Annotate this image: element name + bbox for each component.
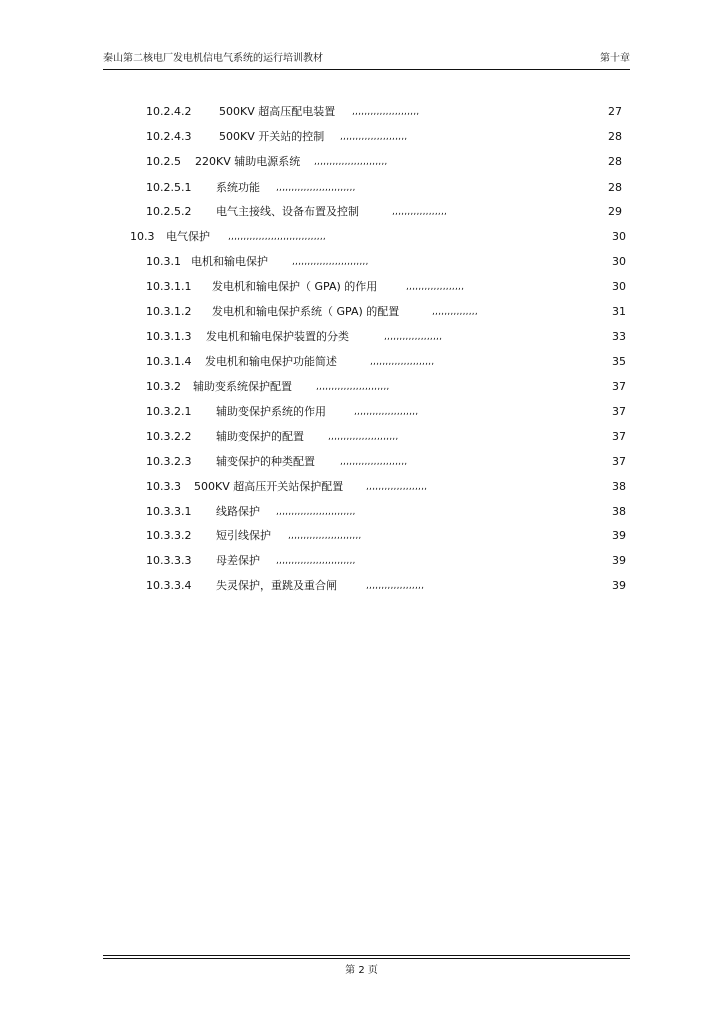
toc-entry-number: 10.3.3.4 [146, 579, 192, 592]
toc-entry[interactable] [0, 553, 723, 569]
toc-entry[interactable] [0, 429, 723, 445]
toc-entry[interactable] [0, 379, 723, 395]
page-header [103, 52, 630, 66]
toc-entry[interactable] [0, 254, 723, 270]
toc-entry-title: 发电机和输电保护系统（ GPA) 的配置 [212, 305, 400, 318]
toc-entry-leader: ,,,,,,,,,,,,,,,,,, [392, 207, 448, 217]
toc-entry-page: 38 [612, 480, 626, 493]
toc-entry[interactable] [0, 454, 723, 470]
page-number: 2 [358, 965, 365, 976]
page-footer [0, 964, 723, 978]
toc-entry-number: 10.3.1.1 [146, 280, 192, 293]
toc-entry-number: 10.2.5.2 [146, 205, 192, 218]
toc-entry-title: 发电机和输电保护装置的分类 [206, 330, 349, 343]
header-rule [103, 69, 630, 70]
toc-entry-title: 失灵保护，重跳及重合闸 [216, 579, 337, 592]
toc-entry-leader: ,,,,,,,,,,,,,,,,,,,,,,,,,, [276, 183, 356, 193]
toc-entry-number: 10.3 [130, 230, 155, 243]
toc-entry-page: 27 [608, 105, 622, 118]
page-number-prefix: 第 [345, 965, 356, 976]
toc-entry-leader: ,,,,,,,,,,,,,,,,,,,,,, [340, 457, 408, 467]
toc-entry-leader: ,,,,,,,,,,,,,,,,,,, [406, 282, 465, 292]
toc-entry-page: 39 [612, 554, 626, 567]
toc-entry[interactable] [0, 204, 723, 220]
toc-entry-title: 辅变保护的种类配置 [216, 455, 315, 468]
toc-entry-page: 35 [612, 355, 626, 368]
toc-entry-title: 500KV 超高压配电装置 [219, 105, 336, 118]
toc-entry-leader: ,,,,,,,,,,,,,,,,,,,,,, [352, 107, 420, 117]
toc-entry[interactable] [0, 479, 723, 495]
toc-entry-leader: ,,,,,,,,,,,,,,,,,,,,, [354, 407, 419, 417]
toc-entry-number: 10.3.3 [146, 480, 181, 493]
toc-entry[interactable] [0, 354, 723, 370]
toc-entry-page: 33 [612, 330, 626, 343]
footer-rule-top [103, 955, 630, 956]
toc-entry-leader: ,,,,,,,,,,,,,,,,,,,,,,,,,, [276, 507, 356, 517]
toc-entry-number: 10.3.1.3 [146, 330, 192, 343]
toc-entry-number: 10.3.2.3 [146, 455, 192, 468]
toc-entry-leader: ,,,,,,,,,,,,,,,,,,,,,,, [328, 432, 399, 442]
toc-entry-page: 38 [612, 505, 626, 518]
toc-entry-title: 500KV 超高压开关站保护配置 [194, 480, 344, 493]
toc-entry-leader: ,,,,,,,,,,,,,,,,,,,,,,,, [314, 157, 388, 167]
toc-entry-number: 10.3.2.1 [146, 405, 192, 418]
toc-entry[interactable] [0, 129, 723, 145]
toc-entry-leader: ,,,,,,,,,,,,,,,,,,,,,,,,, [292, 257, 369, 267]
toc-entry-number: 10.3.2 [146, 380, 181, 393]
toc-entry-title: 电气主接线、设备布置及控制 [216, 205, 359, 218]
toc-entry-number: 10.2.5.1 [146, 181, 192, 194]
toc-entry-title: 发电机和输电保护（ GPA) 的作用 [212, 280, 378, 293]
toc-entry[interactable] [0, 154, 723, 170]
toc-entry-title: 发电机和输电保护功能简述 [205, 355, 337, 368]
toc-entry[interactable] [0, 104, 723, 120]
toc-entry-number: 10.2.4.2 [146, 105, 192, 118]
toc-entry-leader: ,,,,,,,,,,,,,,, [432, 307, 478, 317]
chapter-label: 第十章 [600, 53, 630, 64]
page-number-suffix: 页 [367, 965, 378, 976]
toc-entry[interactable] [0, 578, 723, 594]
toc-entry-title: 辅助变保护系统的作用 [216, 405, 326, 418]
toc-entry-number: 10.3.1.4 [146, 355, 192, 368]
toc-entry[interactable] [0, 229, 723, 245]
toc-entry-page: 37 [612, 430, 626, 443]
toc-entry-page: 37 [612, 455, 626, 468]
toc-entry[interactable] [0, 279, 723, 295]
toc-entry-leader: ,,,,,,,,,,,,,,,,,,,,, [370, 357, 435, 367]
toc-entry-number: 10.3.1 [146, 255, 181, 268]
toc-entry-page: 30 [612, 280, 626, 293]
toc-entry-leader: ,,,,,,,,,,,,,,,,,,,,,, [340, 132, 408, 142]
toc-entry-leader: ,,,,,,,,,,,,,,,,,,,,,,,,,, [276, 556, 356, 566]
toc-entry-leader: ,,,,,,,,,,,,,,,,,,,,,,,,,,,,,,,, [228, 232, 326, 242]
document-title: 秦山第二核电厂发电机信电气系统的运行培训教材 [103, 53, 323, 64]
toc-entry-title: 辅助变系统保护配置 [193, 380, 292, 393]
toc-entry-leader: ,,,,,,,,,,,,,,,,,,,,,,,, [316, 382, 390, 392]
toc-entry-page: 39 [612, 529, 626, 542]
toc-entry-title: 电气保护 [166, 230, 210, 243]
toc-entry-title: 500KV 开关站的控制 [219, 130, 325, 143]
toc-entry-page: 28 [608, 181, 622, 194]
toc-entry-page: 37 [612, 405, 626, 418]
toc-entry-title: 系统功能 [216, 181, 260, 194]
toc-entry[interactable] [0, 404, 723, 420]
toc-entry-page: 37 [612, 380, 626, 393]
toc-entry[interactable] [0, 528, 723, 544]
toc-entry-title: 220KV 辅助电源系统 [195, 155, 301, 168]
toc-entry-page: 39 [612, 579, 626, 592]
toc-entry-page: 28 [608, 130, 622, 143]
toc-entry-title: 线路保护 [216, 505, 260, 518]
toc-entry-page: 30 [612, 255, 626, 268]
toc-entry-title: 母差保护 [216, 554, 260, 567]
toc-entry-leader: ,,,,,,,,,,,,,,,,,,, [384, 332, 443, 342]
toc-entry[interactable] [0, 304, 723, 320]
toc-entry-leader: ,,,,,,,,,,,,,,,,,,,,,,,, [288, 531, 362, 541]
toc-entry-title: 辅助变保护的配置 [216, 430, 304, 443]
toc-entry-page: 31 [612, 305, 626, 318]
toc-entry-number: 10.3.1.2 [146, 305, 192, 318]
toc-entry-number: 10.2.5 [146, 155, 181, 168]
toc-entry-leader: ,,,,,,,,,,,,,,,,,,,, [366, 482, 428, 492]
toc-entry-page: 30 [612, 230, 626, 243]
toc-entry-number: 10.3.2.2 [146, 430, 192, 443]
toc-entry-page: 28 [608, 155, 622, 168]
toc-entry-number: 10.2.4.3 [146, 130, 192, 143]
toc-entry-title: 短引线保护 [216, 529, 271, 542]
toc-entry-title: 电机和输电保护 [191, 255, 268, 268]
toc-entry[interactable] [0, 329, 723, 345]
toc-entry-number: 10.3.3.1 [146, 505, 192, 518]
toc-entry[interactable] [0, 180, 723, 196]
toc-entry-number: 10.3.3.3 [146, 554, 192, 567]
toc-entry[interactable] [0, 504, 723, 520]
toc-entry-number: 10.3.3.2 [146, 529, 192, 542]
toc-entry-leader: ,,,,,,,,,,,,,,,,,,, [366, 581, 425, 591]
toc-entry-page: 29 [608, 205, 622, 218]
footer-rule-bottom [103, 958, 630, 959]
